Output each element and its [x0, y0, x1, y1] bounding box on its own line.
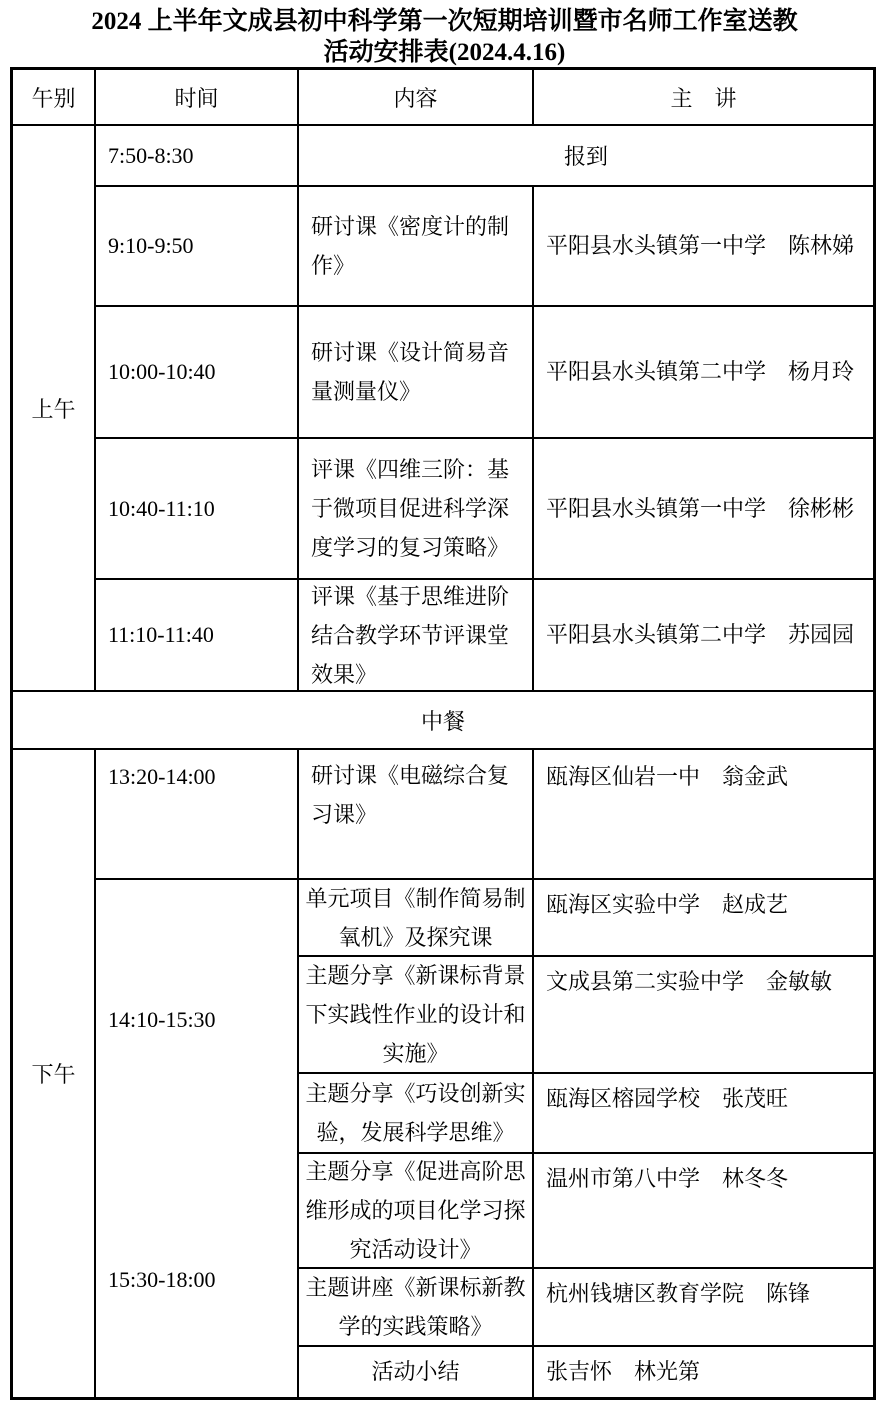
cell-speaker: 平阳县水头镇第二中学 苏园园 [534, 580, 873, 692]
cell-speaker: 温州市第八中学 林冬冬 [534, 1154, 873, 1269]
afternoon-lower-block [96, 880, 873, 1397]
cell-content: 评课《四维三阶：基于微项目促进科学深度学习的复习策略》 [299, 439, 534, 580]
cell-speaker: 张吉怀 林光第 [546, 1359, 701, 1384]
table-row [299, 1269, 873, 1347]
table-row [299, 880, 873, 957]
cell-time: 13:20-14:00 [96, 750, 299, 880]
header-period: 午别 [13, 70, 96, 126]
cell-speaker: 瓯海区仙岩一中 翁金武 [534, 750, 873, 880]
cell-content: 主题分享《新课标背景下实践性作业的设计和实施》 [299, 957, 534, 1074]
cell-speaker: 文成县第二实验中学 金敏敏 [534, 957, 873, 1074]
page-title-line2: 活动安排表(2024.4.16) [323, 39, 566, 66]
time-block-2: 15:30-18:00 [108, 1267, 216, 1292]
cell-time: 10:00-10:40 [96, 307, 299, 439]
cell-content: 主题分享《巧设创新实验，发展科学思维》 [299, 1074, 534, 1154]
table-row [96, 307, 873, 439]
cell-content: 主题讲座《新课标新教学的实践策略》 [299, 1269, 534, 1347]
header-content: 内容 [299, 70, 534, 126]
table-row [299, 1347, 873, 1397]
table-row [299, 957, 873, 1074]
period-label-morning: 上午 [13, 126, 96, 692]
cell-speaker: 平阳县水头镇第一中学 徐彬彬 [534, 439, 873, 580]
cell-speaker: 瓯海区实验中学 赵成艺 [534, 880, 873, 957]
cell-content: 研讨课《电磁综合复习课》 [299, 750, 534, 880]
cell-time: 11:10-11:40 [96, 580, 299, 692]
cell-checkin: 报到 [299, 126, 873, 187]
schedule-table [10, 67, 876, 1400]
table-header-row [13, 70, 873, 126]
header-speaker: 主 讲 [534, 70, 873, 126]
cell-content: 研讨课《密度计的制作》 [299, 187, 534, 307]
cell-speaker: 平阳县水头镇第二中学 杨月玲 [534, 307, 873, 439]
table-row [96, 750, 873, 880]
morning-section [13, 126, 873, 692]
cell-content: 单元项目《制作简易制氧机》及探究课 [299, 880, 534, 957]
cell-lunch: 中餐 [13, 692, 873, 750]
table-row [96, 126, 873, 187]
cell-time: 9:10-9:50 [96, 187, 299, 307]
table-row [96, 580, 873, 692]
table-row [299, 1154, 873, 1269]
table-row [96, 187, 873, 307]
cell-time-merged [96, 880, 299, 1397]
lunch-row [13, 692, 873, 750]
page-title [0, 6, 889, 68]
cell-time: 10:40-11:10 [96, 439, 299, 580]
cell-content: 评课《基于思维进阶结合教学环节评课堂效果》 [299, 580, 534, 692]
table-row [96, 439, 873, 580]
header-time: 时间 [96, 70, 299, 126]
page-title-line1: 2024 上半年文成县初中科学第一次短期培训暨市名师工作室送教 [91, 8, 798, 35]
cell-speaker: 杭州钱塘区教育学院 陈锋 [534, 1269, 873, 1347]
cell-content: 活动小结 [299, 1347, 534, 1397]
time-block-1: 14:10-15:30 [108, 1007, 216, 1032]
cell-speaker: 平阳县水头镇第一中学 陈林娣 [534, 187, 873, 307]
cell-time: 7:50-8:30 [96, 126, 299, 187]
cell-speaker: 瓯海区榕园学校 张茂旺 [534, 1074, 873, 1154]
cell-content: 主题分享《促进高阶思维形成的项目化学习探究活动设计》 [299, 1154, 534, 1269]
table-row [299, 1074, 873, 1154]
afternoon-section [13, 750, 873, 1397]
cell-content: 研讨课《设计简易音量测量仪》 [299, 307, 534, 439]
period-label-afternoon: 下午 [13, 750, 96, 1397]
